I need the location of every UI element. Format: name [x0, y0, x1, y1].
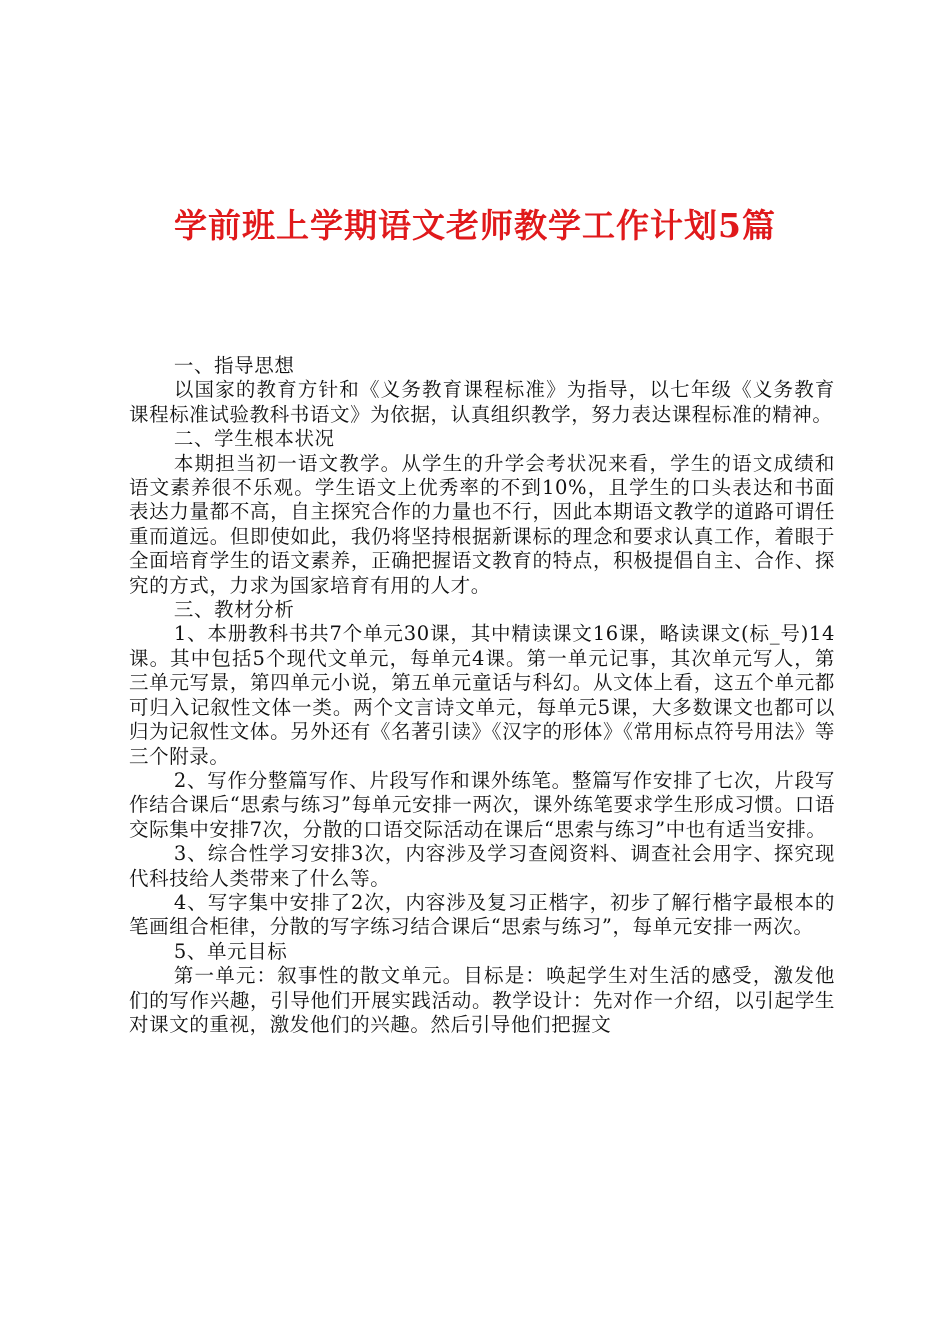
- paragraph: 4、写字集中安排了2次，内容涉及复习正楷字，初步了解行楷字最根本的笔画组合柜律，分散的写字练习结合课后“思索与练习”，每单元安排一两次。: [129, 890, 835, 939]
- document-body: [129, 354, 835, 1037]
- section-heading: 一、指导思想: [173, 354, 295, 377]
- paragraph: 本期担当初一语文教学。从学生的升学会考状况来看，学生的语文成绩和语文素养很不乐观。学生语文上优秀率的不到10%，且学生的口头表达和书面表达力量都不高，自主探究合作的力量也不行，因此本期语文教学的道路可谓任重而道远。但即使如此，我仍将坚持根据新课标的理念和要求认真工作，着眼于全面培育学生的语文素养，正确把握语文教育的特点，积极提倡自主、合作、探究的方式，力求为国家培育有用的人才。: [129, 451, 835, 597]
- paragraph: 第一单元：叙事性的散文单元。目标是：唤起学生对生活的感受，激发他们的写作兴趣，引导他们开展实践活动。教学设计：先对作一介绍，以引起学生对课文的重视，激发他们的兴趣。然后引导他们把握文: [129, 964, 835, 1036]
- paragraph: 3、综合性学习安排3次，内容涉及学习查阅资料、调查社会用字、探究现代科技给人类带来了什么等。: [129, 842, 835, 890]
- paragraph: 1、本册教科书共7个单元30课，其中精读课文16课，略读课文(标_号)14课。其中包括5个现代文单元，每单元4课。第一单元记事，其次单元写人，第三单元写景，第四单元小说，第五单元童话与科幻。从文体上看，这五个单元都可归入记叙性文体一类。两个文言诗文单元，每单元5课，大多数课文也都可以归为记叙性文体。另外还有《名著引读》《汉字的形体》《常用标点符号用法》等三个附录。: [129, 622, 835, 768]
- section-heading: 二、学生根本状况: [173, 427, 335, 451]
- paragraph: 以国家的教育方针和《义务教育课程标准》为指导，以七年级《义务教育课程标准试验教科书语文》为依据，认真组织教学，努力表达课程标准的精神。: [129, 378, 835, 426]
- document-title: 学前班上学期语文老师教学工作计划5篇: [174, 206, 776, 245]
- section-heading: 5、单元目标: [173, 939, 288, 963]
- paragraph: 2、写作分整篇写作、片段写作和课外练笔。整篇写作安排了七次，片段写作结合课后“思索与练习”每单元安排一两次，课外练笔要求学生形成习惯。口语交际集中安排7次，分散的口语交际活动在课后“思索与练习”中也有适当安排。: [129, 768, 835, 841]
- section-heading: 三、教材分析: [173, 598, 295, 622]
